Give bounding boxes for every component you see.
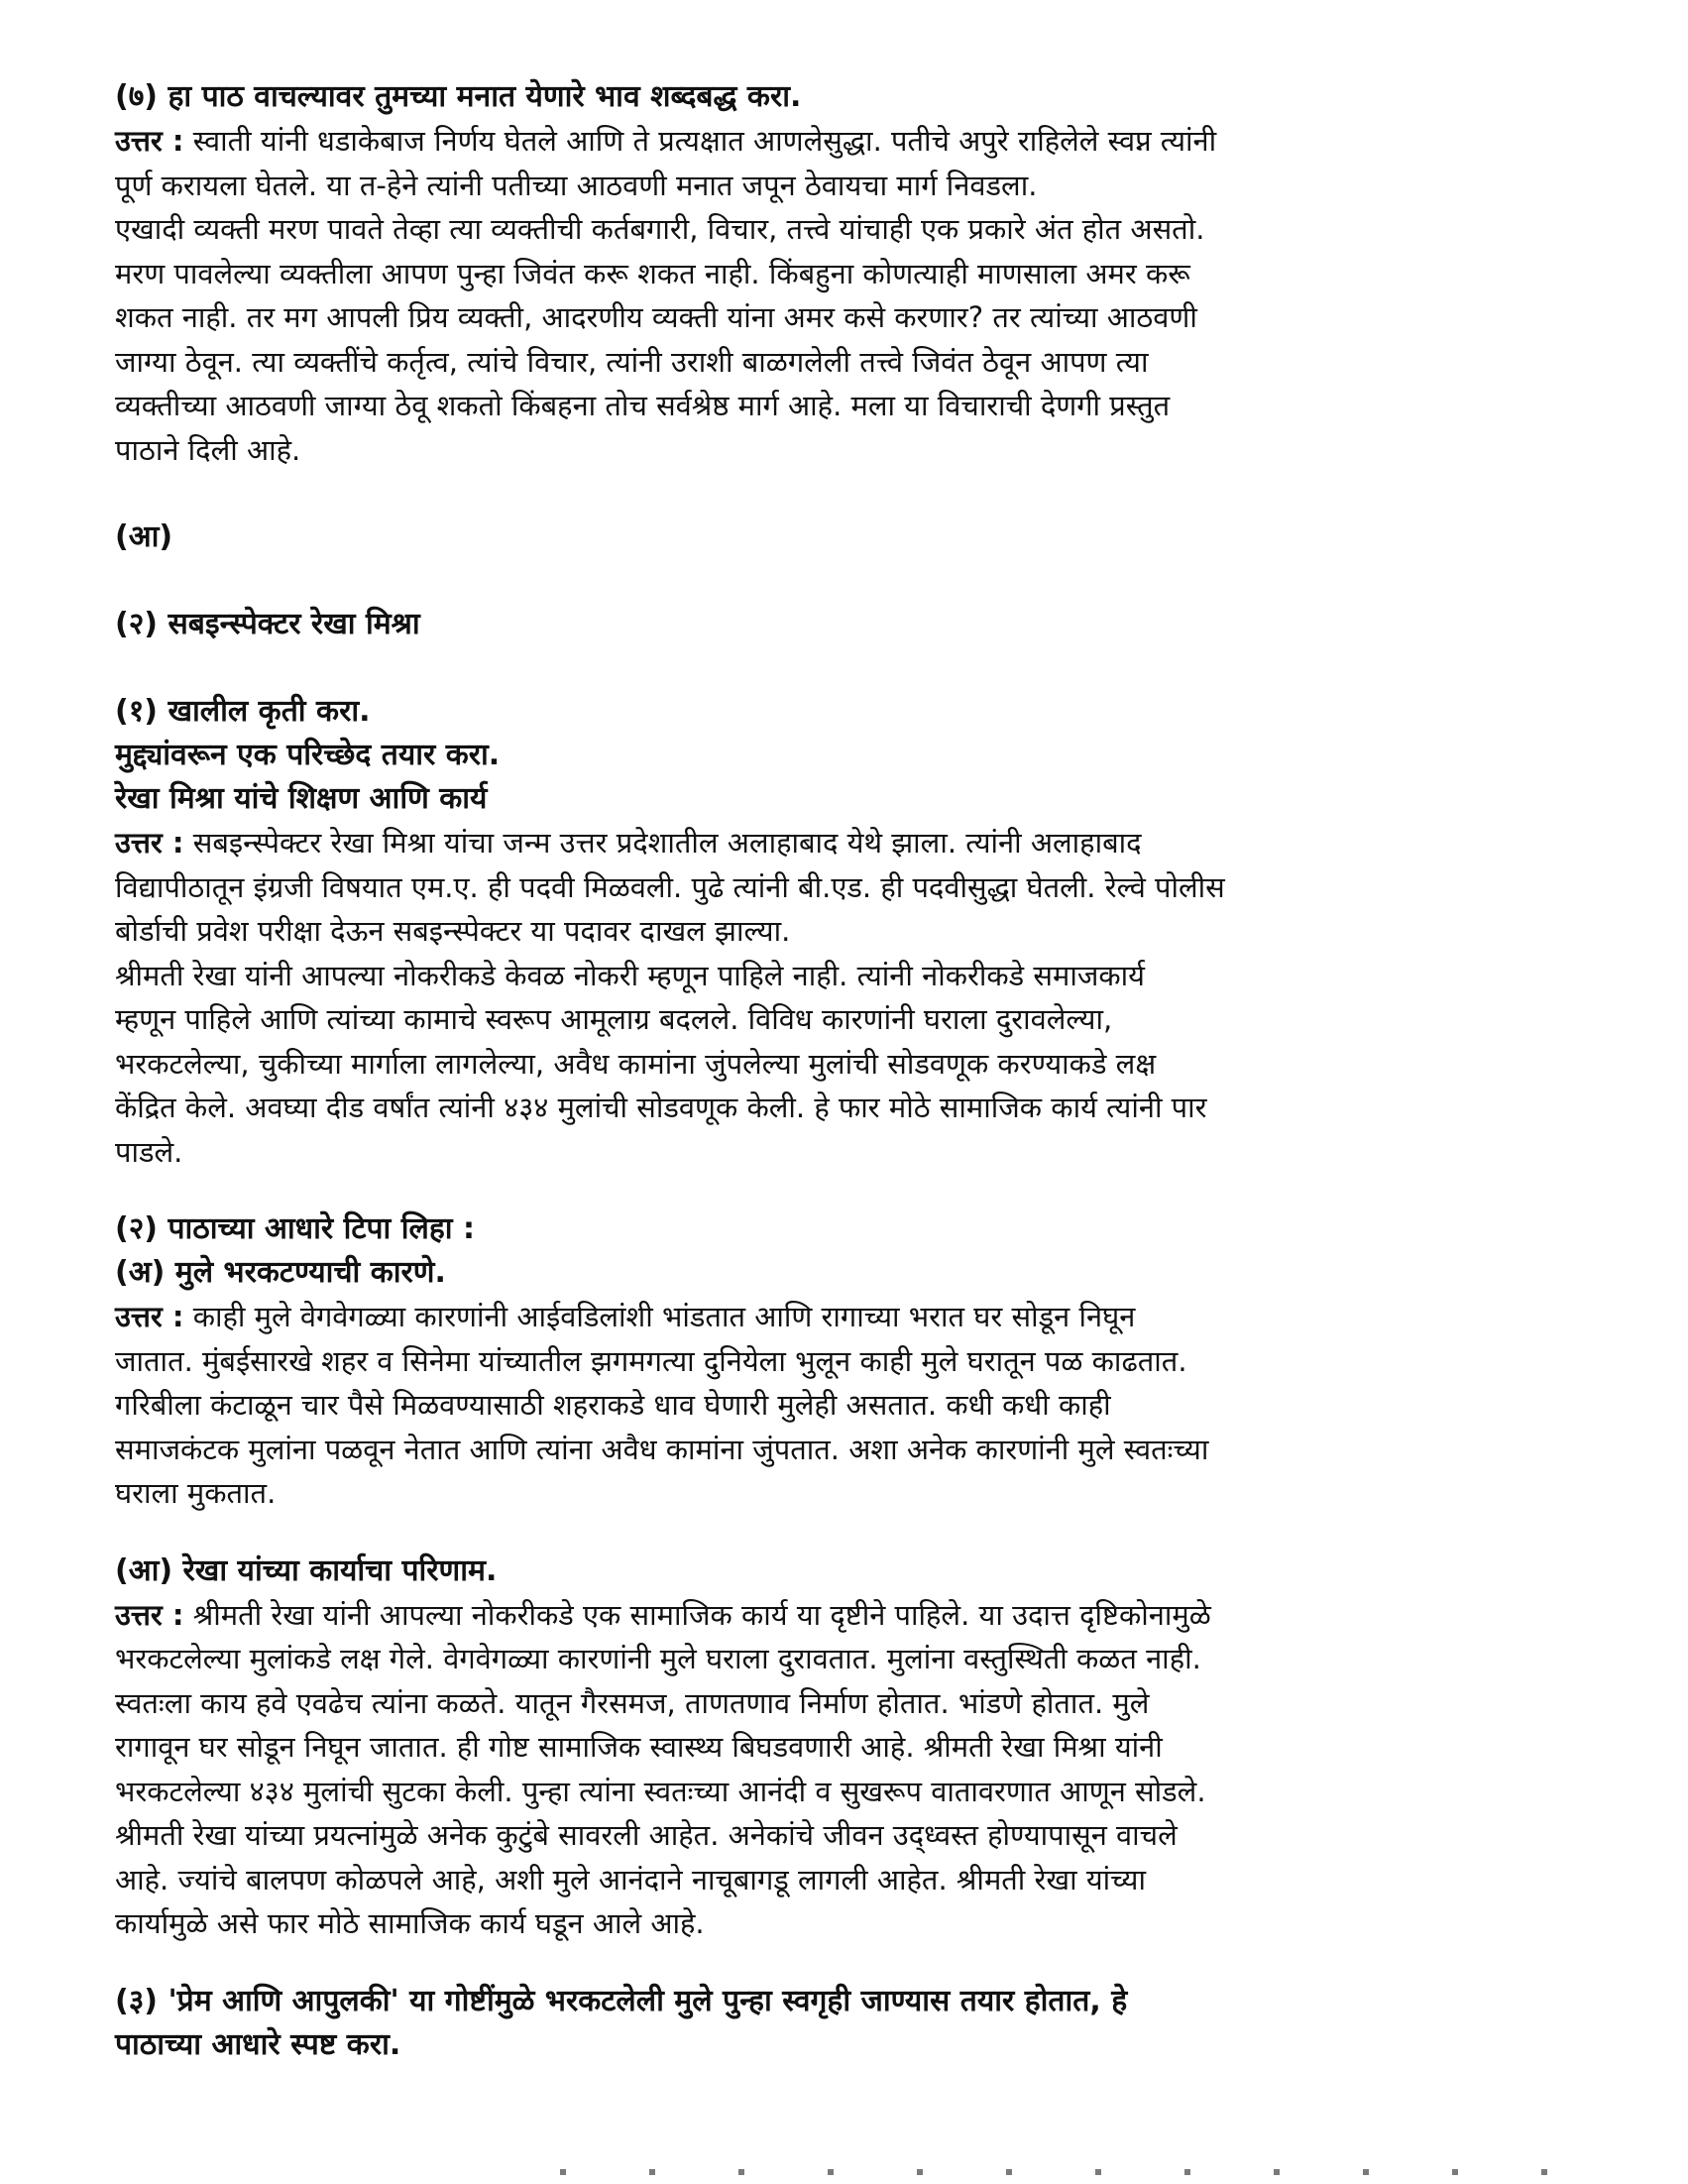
- answer-line: श्रीमती रेखा यांच्या प्रयत्नांमुळे अनेक कुटुंबे सावरली आहेत. अनेकांचे जीवन उद्ध्वस्त होण्यापासून वाचले: [115, 1818, 1178, 1852]
- part-label: (आ): [115, 519, 173, 554]
- answer-text: स्वाती यांनी धडाकेबाज निर्णय घेतले आणि ते प्रत्यक्षात आणलेसुद्धा. पतीचे अपुरे राहिलेले स्वप्न त्यांनी: [192, 124, 1217, 158]
- question-3-heading: (३) 'प्रेम आणि आपुलकी' या गोष्टींमुळे भरकटलेली मुले पुन्हा स्वगृही जाण्यास तयार होतात, हे: [115, 1983, 1128, 2018]
- question-7-heading: (७) हा पाठ वाचल्यावर तुमच्या मनात येणारे भाव शब्दबद्ध करा.: [115, 79, 802, 114]
- answer-line: [115, 1593, 1572, 1638]
- document-page: [115, 75, 1572, 2067]
- answer-line: कार्यामुळे असे फार मोठे सामाजिक कार्य घडून आले आहे.: [115, 1906, 705, 1940]
- answer-line: पाठाने दिली आहे.: [115, 432, 301, 467]
- answer-line: जातात. मुंबईसारखे शहर व सिनेमा यांच्यातील झगमगत्या दुनियेला भुलून काही मुले घरातून पळ काढतात.: [115, 1343, 1187, 1378]
- cut-off-text-line: [560, 2169, 1561, 2175]
- question-1-subheading: मुद्द्यांवरून एक परिच्छेद तयार करा.: [115, 738, 501, 772]
- answer-line: व्यक्तीच्या आठवणी जाग्या ठेवू शकतो किंबहना तोच सर्वश्रेष्ठ मार्ग आहे. मला या विचाराची देणगी प्रस्तुत: [115, 389, 1171, 422]
- answer-line: आहे. ज्यांचे बालपण कोळपले आहे, अशी मुले आनंदाने नाचूबागडू लागली आहेत. श्रीमती रेखा यांच्या: [115, 1862, 1146, 1897]
- answer-line: शकत नाही. तर मग आपली प्रिय व्यक्ती, आदरणीय व्यक्ती यांना अमर कसे करणार? तर त्यांच्या आठवणी: [115, 300, 1197, 334]
- answer-text: श्रीमती रेखा यांनी आपल्या नोकरीकडे एक सामाजिक कार्य या दृष्टीने पाहिले. या उदात्त दृष्टिकोनामुळे: [192, 1597, 1211, 1632]
- answer-line: पूर्ण करायला घेतले. या त-हेने त्यांनी पतीच्या आठवणी मनात जपून ठेवायचा मार्ग निवडला.: [115, 168, 1038, 202]
- answer-label: उत्तर :: [115, 124, 184, 158]
- answer-text: काही मुले वेगवेगळ्या कारणांनी आईवडिलांशी भांडतात आणि रागाच्या भरात घर सोडून निघून: [192, 1300, 1136, 1333]
- answer-line: केंद्रित केले. अवघ्या दीड वर्षांत त्यांनी ४३४ मुलांची सोडवणूक केली. हे फार मोठे सामाजिक कार्य त्यांनी पार: [115, 1091, 1207, 1124]
- answer-line: स्वतःला काय हवे एवढेच त्यांना कळते. यातून गैरसमज, ताणतणाव निर्माण होतात. भांडणे होतात. मुले: [115, 1685, 1150, 1720]
- answer-line: समाजकंटक मुलांना पळवून नेतात आणि त्यांना अवैध कामांना जुंपतात. अशा अनेक कारणांनी मुले स्वतःच्या: [115, 1432, 1209, 1466]
- question-2a-heading: (अ) मुले भरकटण्याची कारणे.: [115, 1255, 446, 1290]
- answer-line: मरण पावलेल्या व्यक्तीला आपण पुन्हा जिवंत करू शकत नाही. किंबहुना कोणत्याही माणसाला अमर करू: [115, 256, 1190, 290]
- answer-line: रागावून घर सोडून निघून जातात. ही गोष्ट सामाजिक स्वास्थ्य बिघडवणारी आहे. श्रीमती रेखा मिश्रा यांनी: [115, 1730, 1163, 1764]
- answer-text: सबइन्स्पेक्टर रेखा मिश्रा यांचा जन्म उत्तर प्रदेशातील अलाहाबाद येथे झाला. त्यांनी अलाहाबाद: [192, 826, 1142, 860]
- answer-line: श्रीमती रेखा यांनी आपल्या नोकरीकडे केवळ नोकरी म्हणून पाहिले नाही. त्यांनी नोकरीकडे समाजकार्य: [115, 958, 1145, 992]
- answer-line: विद्यापीठातून इंग्रजी विषयात एम.ए. ही पदवी मिळवली. पुढे त्यांनी बी.एड. ही पदवीसुद्धा घेतली. रेल्वे पोलीस: [115, 869, 1225, 904]
- answer-line: गरिबीला कंटाळून चार पैसे मिळवण्यासाठी शहराकडे धाव घेणारी मुलेही असतात. कधी कधी काही: [115, 1388, 1111, 1422]
- question-1-heading: (१) खालील कृती करा.: [115, 694, 371, 729]
- answer-line: भरकटलेल्या ४३४ मुलांची सुटका केली. पुन्हा त्यांना स्वतःच्या आनंदी व सुखरूप वातावरणात आणून सोडले.: [115, 1774, 1206, 1808]
- answer-line: बोर्डाची प्रवेश परीक्षा देऊन सबइन्स्पेक्टर या पदावर दाखल झाल्या.: [115, 914, 791, 948]
- answer-label: उत्तर :: [115, 1300, 184, 1333]
- question-3-heading-cont: पाठाच्या आधारे स्पष्ट करा.: [115, 2026, 401, 2062]
- question-2b-heading: (आ) रेखा यांच्या कार्याचा परिणाम.: [115, 1552, 498, 1588]
- answer-line: [115, 1295, 1572, 1339]
- answer-line: जाग्या ठेवून. त्या व्यक्तींचे कर्तृत्व, त्यांचे विचार, त्यांनी उराशी बाळगलेली तत्त्वे जिवंत ठेवून आपण त्या: [115, 344, 1149, 379]
- answer-line: [115, 821, 1572, 865]
- lesson-title: (२) सबइन्स्पेक्टर रेखा मिश्रा: [115, 607, 420, 641]
- answer-label: उत्तर :: [115, 1597, 184, 1632]
- answer-line: म्हणून पाहिले आणि त्यांच्या कामाचे स्वरूप आमूलाग्र बदलले. विविध कारणांनी घराला दुरावलेल्या,: [115, 1002, 1113, 1036]
- answer-line: भरकटलेल्या, चुकीच्या मार्गाला लागलेल्या, अवैध कामांना जुंपलेल्या मुलांची सोडवणूक करण्याकडे लक्ष: [115, 1046, 1157, 1081]
- question-2-heading: (२) पाठाच्या आधारे टिपा लिहा :: [115, 1211, 475, 1246]
- answer-line: [115, 119, 1572, 164]
- answer-line: घराला मुकतात.: [115, 1476, 277, 1510]
- answer-line: एखादी व्यक्ती मरण पावते तेव्हा त्या व्यक्तीची कर्तबगारी, विचार, तत्त्वे यांचाही एक प्रकारे अंत होत असतो.: [115, 212, 1205, 246]
- answer-line: भरकटलेल्या मुलांकडे लक्ष गेले. वेगवेगळ्या कारणांनी मुले घराला दुरावतात. मुलांना वस्तुस्थिती कळत नाही.: [115, 1642, 1201, 1675]
- answer-line: पाडले.: [115, 1134, 183, 1169]
- answer-label: उत्तर :: [115, 826, 184, 860]
- question-1-topic: रेखा मिश्रा यांचे शिक्षण आणि कार्य: [115, 781, 488, 816]
